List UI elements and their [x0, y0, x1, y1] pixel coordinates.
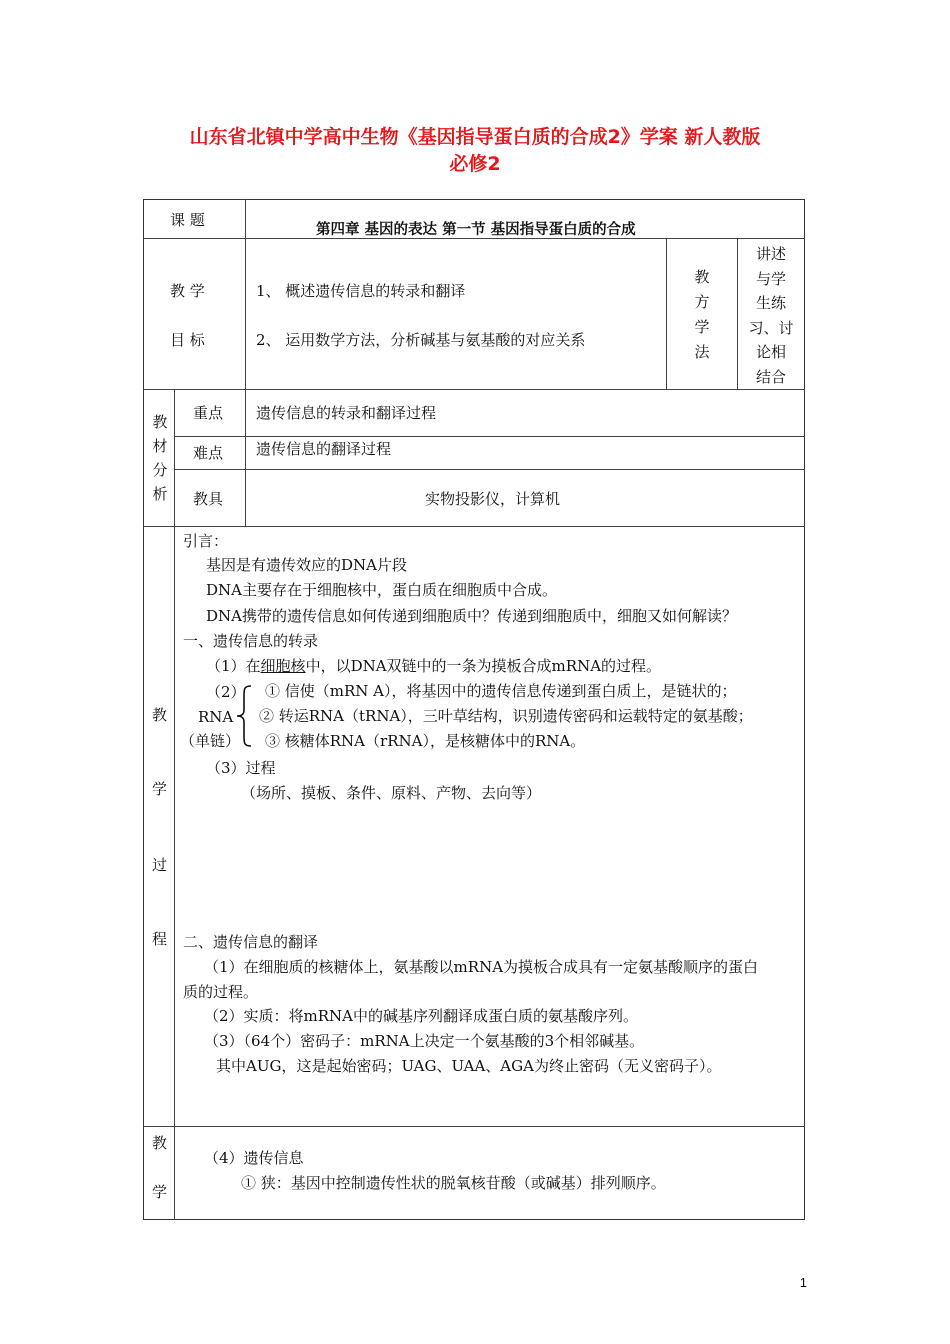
section-2-item-4: （4）遗传信息	[204, 1149, 304, 1167]
row-divider	[143, 389, 805, 390]
tools-value: 实物投影仪，计算机	[425, 490, 561, 508]
page-number: 1	[799, 1275, 807, 1290]
section-2-item-3: （3）（64个）密码子：mRNA上决定一个氨基酸的3个相邻碱基。	[204, 1032, 645, 1050]
rna-type-3: ③ 核糖体RNA（rRNA），是核糖体中的RNA。	[265, 732, 586, 750]
section-2-item-3b: 其中AUG，这是起始密码；UAG、UAA、AGA为终止密码（无义密码子）。	[216, 1057, 722, 1075]
section-2-item-4a: ① 狭：基因中控制遗传性状的脱氧核苷酸（或碱基）排列顺序。	[241, 1174, 666, 1192]
key-value: 遗传信息的转录和翻译过程	[256, 404, 437, 422]
curly-brace-icon	[235, 684, 253, 748]
row-divider	[143, 526, 805, 527]
section-1-item-1: （1）在细胞核中，以DNA双链中的一条为摸板合成mRNA的过程。	[206, 657, 662, 675]
difficult-label: 难点	[193, 444, 224, 462]
intro-p1: 基因是有遗传效应的DNA片段	[206, 556, 407, 574]
document-title-line-1: 山东省北镇中学高中生物《基因指导蛋白质的合成2》学案 新人教版	[189, 126, 761, 148]
process-label-char: 程	[152, 930, 168, 948]
rna-type-2: ② 转运RNA（tRNA），三叶草结构，识别遗传密码和运载特定的氨基酸；	[259, 707, 753, 725]
process-label-char: 学	[152, 780, 168, 798]
col-divider	[174, 526, 175, 1220]
section-1-item-3-sub: （场所、摸板、条件、原料、产物、去向等）	[241, 784, 542, 802]
method-value: 讲述 与学 生练 习、讨 论相 结合	[748, 245, 794, 386]
tools-label: 教具	[193, 490, 224, 508]
section-1-heading: 一、遗传信息的转录	[183, 632, 319, 650]
section-2-item-1b: 质的过程。	[183, 983, 259, 1001]
section-1-item-3: （3）过程	[206, 759, 276, 777]
rna-types-label-2: RNA	[198, 708, 234, 726]
rna-types-label-3: （单链）	[180, 732, 241, 750]
difficult-value: 遗传信息的翻译过程	[256, 440, 392, 458]
process-label-char: 过	[152, 856, 168, 874]
section-2-heading: 二、遗传信息的翻译	[183, 933, 319, 951]
rna-types-label-1: （2）	[206, 683, 246, 701]
process-label-char-2: 教	[152, 1134, 168, 1152]
col-divider	[245, 199, 246, 389]
row-divider	[174, 469, 805, 470]
section-2-item-1a: （1）在细胞质的核糖体上，氨基酸以mRNA为摸板合成具有一定氨基酸顺序的蛋白	[204, 958, 759, 976]
goals-label-2: 目 标	[170, 331, 205, 349]
col-divider	[666, 238, 667, 389]
goal-1: 1、 概述遗传信息的转录和翻译	[256, 282, 466, 300]
row-divider	[174, 436, 805, 437]
col-divider	[174, 389, 175, 526]
process-label-char: 教	[152, 706, 168, 724]
goal-2: 2、 运用数学方法，分析碱基与氨基酸的对应关系	[256, 331, 586, 349]
key-label: 重点	[193, 404, 224, 422]
document-title-line-2: 必修2	[449, 153, 501, 175]
goals-label-1: 教 学	[170, 282, 205, 300]
rna-type-1: ① 信使（mRN A），将基因中的遗传信息传递到蛋白质上，是链状的；	[265, 682, 737, 700]
col-divider	[737, 238, 738, 389]
intro-p3: DNA携带的遗传信息如何传递到细胞质中？传递到细胞质中，细胞又如何解读？	[206, 607, 737, 625]
method-label: 教 方 学 法	[694, 268, 710, 361]
row-divider	[143, 1126, 805, 1127]
intro-heading: 引言：	[183, 532, 229, 550]
col-divider	[245, 389, 246, 526]
section-2-item-2: （2）实质：将mRNA中的碱基序列翻译成蛋白质的氨基酸序列。	[204, 1007, 639, 1025]
analysis-label: 教 材 分 析	[152, 413, 168, 503]
process-label-char-2: 学	[152, 1183, 168, 1201]
topic-label: 课 题	[170, 211, 205, 229]
intro-p2: DNA主要存在于细胞核中，蛋白质在细胞质中合成。	[206, 581, 557, 599]
topic-value: 第四章 基因的表达 第一节 基因指导蛋白质的合成	[316, 222, 636, 238]
